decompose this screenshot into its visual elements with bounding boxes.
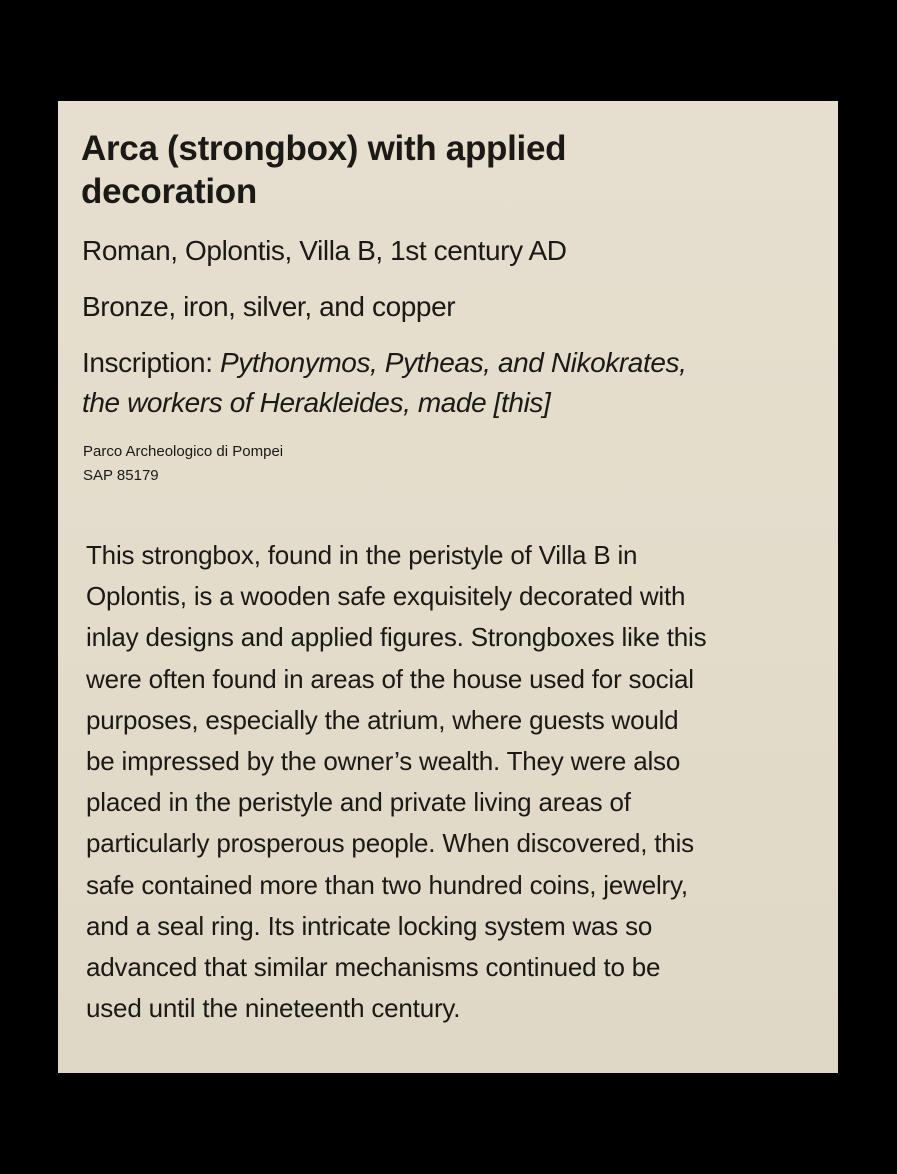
description-line: This strongbox, found in the peristyle of Villa B in bbox=[86, 540, 638, 570]
description-line: purposes, especially the atrium, where guests would bbox=[86, 704, 679, 735]
description-line: be impressed by the owner’s wealth. They were also bbox=[86, 746, 681, 777]
museum-label-card bbox=[58, 101, 838, 1073]
description-line: advanced that similar mechanisms continued to be bbox=[86, 952, 661, 983]
description-line: particularly prosperous people. When discovered, this bbox=[86, 828, 694, 859]
accession-number: SAP 85179 bbox=[83, 467, 159, 484]
inscription-text-line1: Pythonymos, Pytheas, and Nikokrates, bbox=[219, 347, 687, 378]
inscription-prefix: Inscription: bbox=[82, 347, 220, 378]
description-line: and a seal ring. Its intricate locking system was so bbox=[86, 910, 653, 941]
description-line: Oplontis, is a wooden safe exquisitely decorated with bbox=[86, 581, 686, 612]
description-line: were often found in areas of the house used for social bbox=[86, 663, 694, 694]
object-medium: Bronze, iron, silver, and copper bbox=[82, 291, 456, 322]
object-inscription bbox=[82, 343, 802, 423]
description-line: inlay designs and applied figures. Strongboxes like this bbox=[86, 622, 707, 653]
credit-line: Parco Archeologico di Pompei bbox=[83, 443, 284, 460]
object-description bbox=[86, 535, 786, 1029]
description-line: safe contained more than two hundred coins, jewelry, bbox=[86, 869, 688, 900]
description-line: used until the nineteenth century. bbox=[86, 993, 461, 1024]
object-title: Arca (strongbox) with applied decoration bbox=[81, 129, 567, 211]
object-origin: Roman, Oplontis, Villa B, 1st century AD bbox=[82, 235, 567, 266]
inscription-text-line2: the workers of Herakleides, made [this] bbox=[82, 387, 551, 418]
description-line: placed in the peristyle and private living areas of bbox=[86, 787, 631, 818]
